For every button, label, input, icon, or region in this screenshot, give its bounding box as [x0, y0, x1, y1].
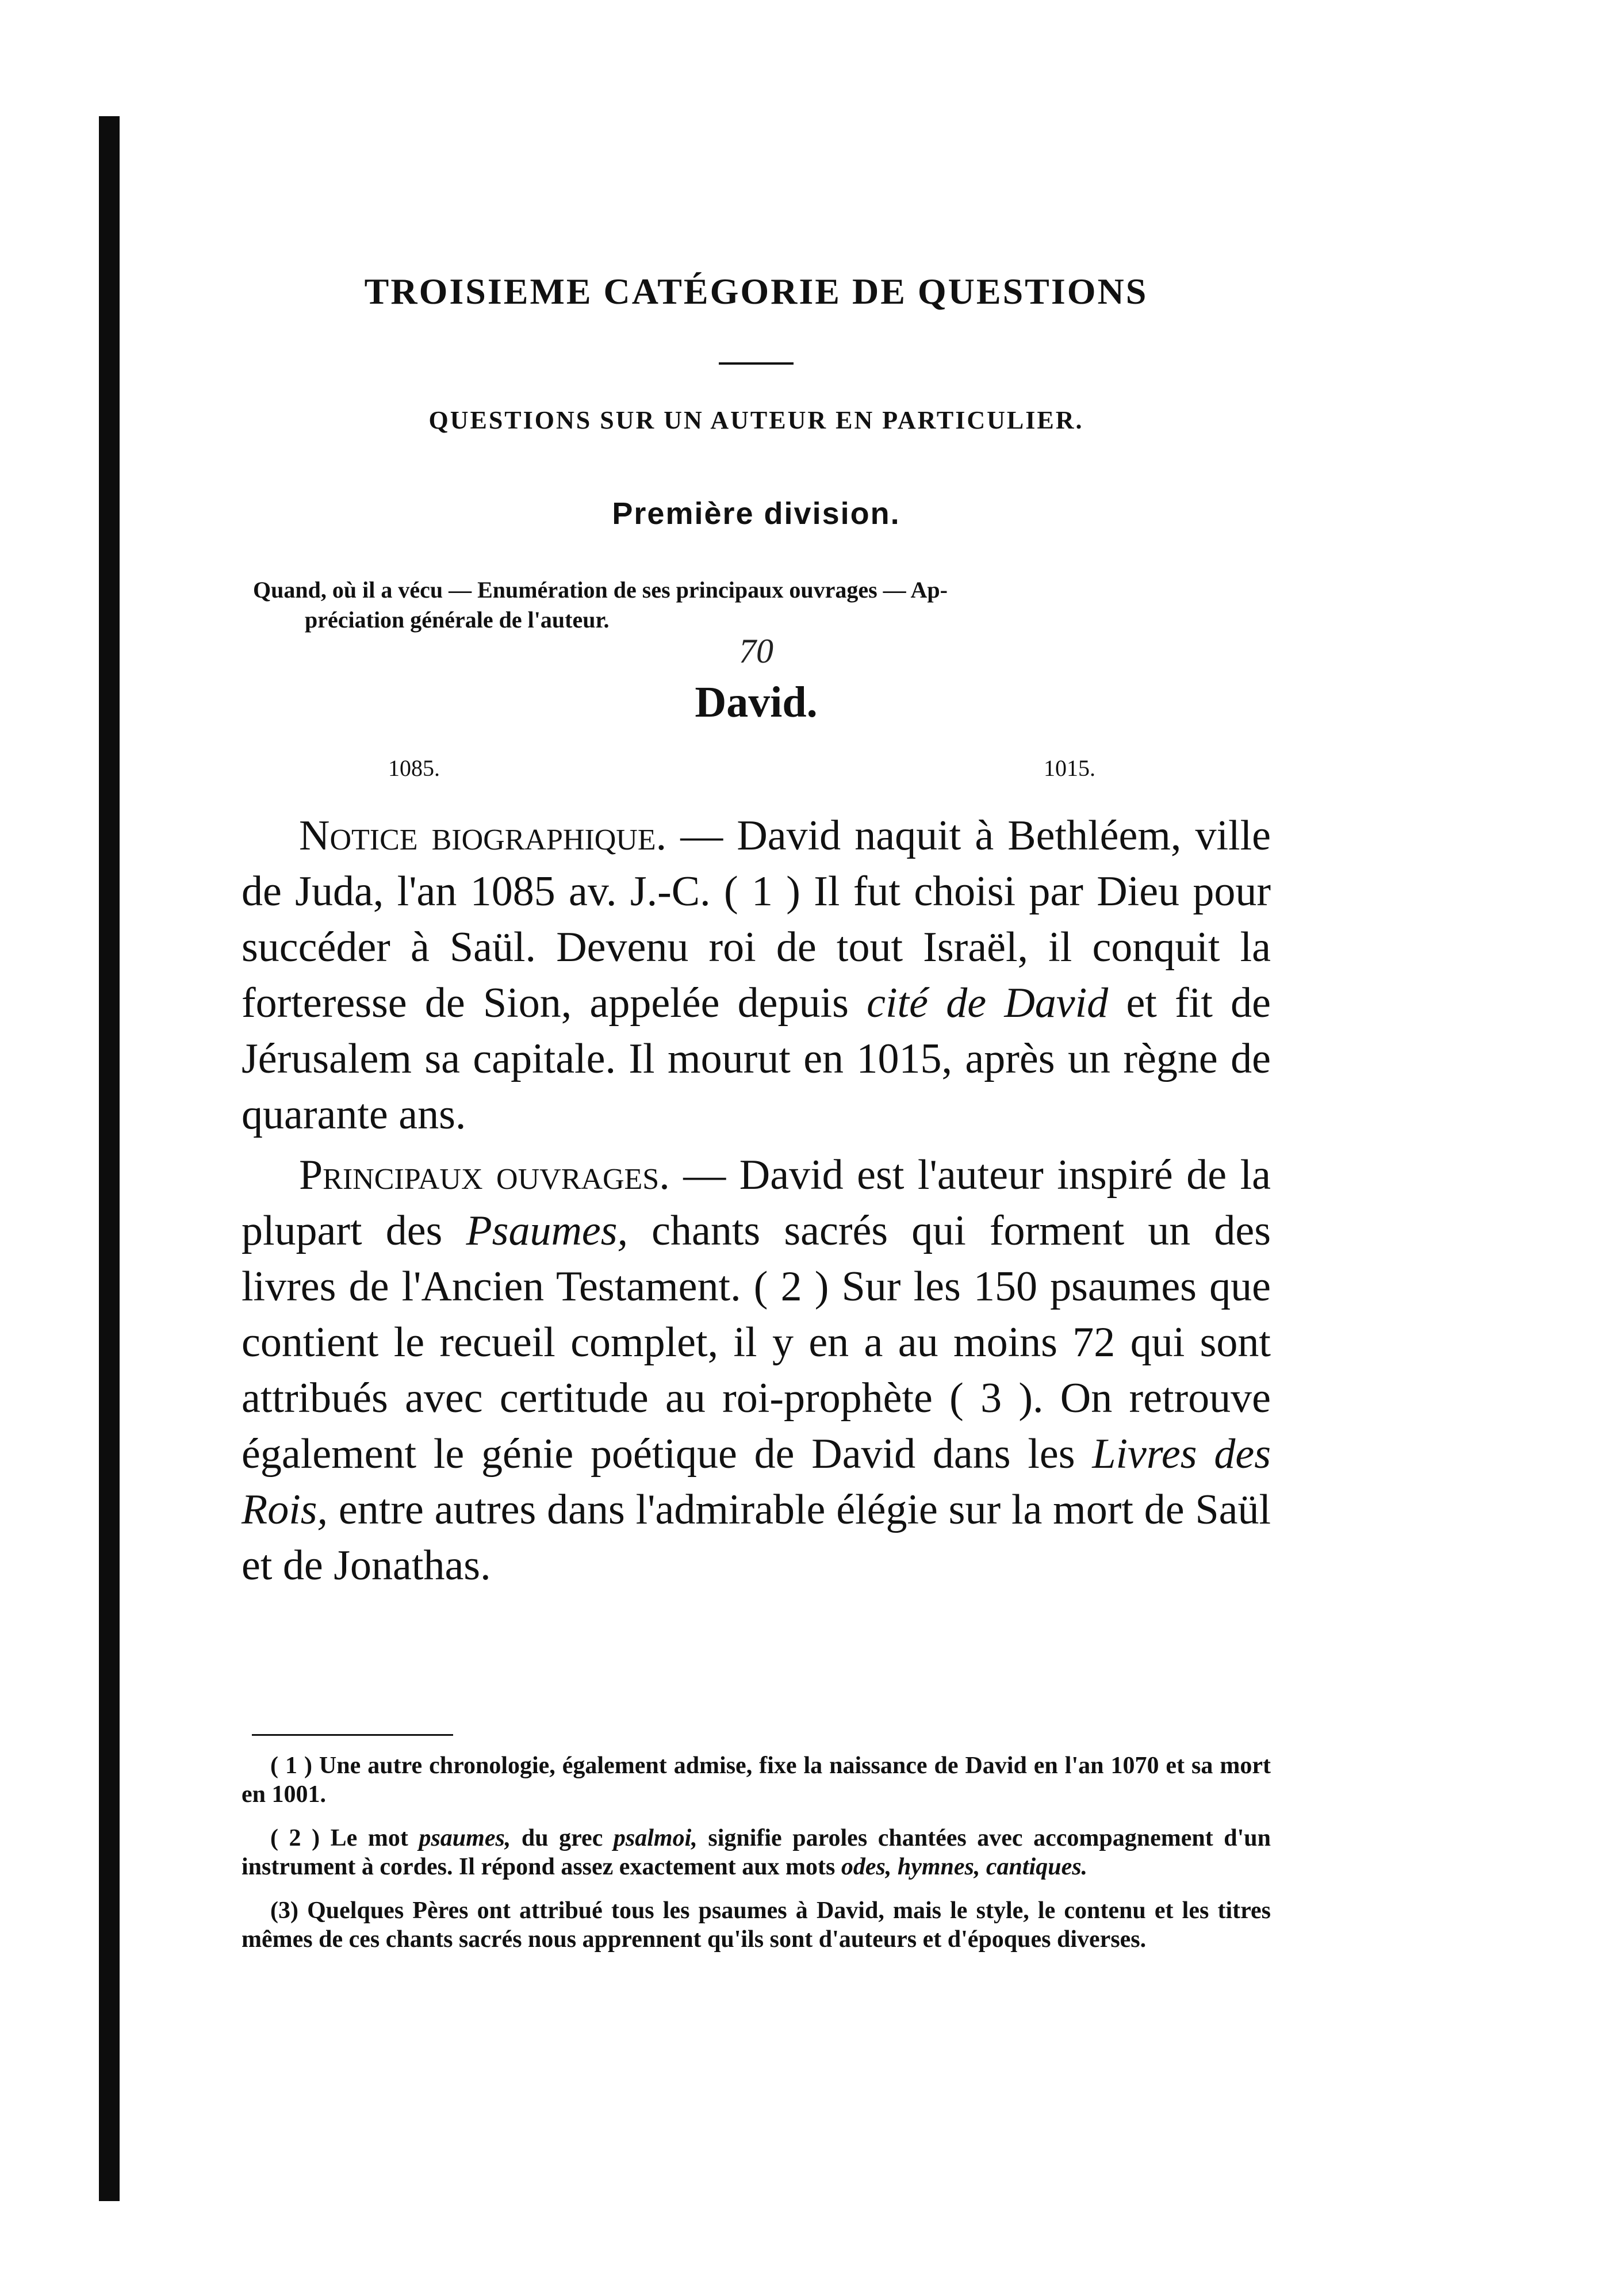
title-divider [719, 362, 794, 365]
works-italic-1: Psaumes, [466, 1207, 629, 1254]
principal-works-paragraph [242, 1147, 1271, 1594]
footnote-ref-2: ( 2 ) [753, 1263, 829, 1310]
notice-text-3: et fit de Jérusalem sa capitale. Il mourut en 1015, après un règne de quarante ans. [242, 979, 1271, 1138]
scan-binding-edge [99, 116, 120, 2201]
footnote-2-text-c: signifie paroles chantées avec accompagnement d'un instrument à cordes. Il répond assez exactement aux mots [242, 1825, 1271, 1880]
section-subtitle: QUESTIONS SUR UN AUTEUR EN PARTICULIER. [428, 406, 1084, 434]
biographical-notice-paragraph [242, 808, 1271, 1143]
footnote-divider [252, 1734, 453, 1736]
death-year: 1015. [1044, 755, 1095, 781]
footnote-ref-3: ( 3 ). [949, 1375, 1044, 1422]
document-page [242, 0, 1271, 2296]
works-text-1: — David est l'auteur inspiré de la plupart des [242, 1151, 1271, 1254]
chapter-summary [253, 575, 1265, 635]
birth-year: 1085. [388, 755, 440, 781]
works-italic-2: Livres des Rois, [242, 1430, 1271, 1533]
works-text-3: Sur les 150 psaumes que contient le recueil complet, il y en a au moins 72 qui sont attribués avec certitude au roi-prophète [242, 1263, 1271, 1422]
works-text-4: On retrouve également le génie poétique de David dans les [242, 1375, 1271, 1478]
handwritten-annotation: 70 [739, 632, 773, 670]
division-heading: Première division. [612, 496, 900, 531]
footnote-ref-1: ( 1 ) [724, 868, 800, 915]
footnote-1: ( 1 ) Une autre chronologie, également admise, fixe la naissance de David en l'an 1070 et sa mort en 1001. [242, 1752, 1271, 1808]
footnote-2-text-a: ( 2 ) Le mot [270, 1825, 408, 1851]
works-text-5: entre autres dans l'admirable élégie sur la mort de Saül et de Jonathas. [242, 1486, 1271, 1589]
footnotes [242, 1751, 1271, 1969]
notice-italic: cité de David [867, 979, 1109, 1027]
notice-label: Notice biographique. [299, 812, 667, 859]
summary-line-1: Quand, où il a vécu — Enumération de ses principaux ouvrages — Ap- [253, 577, 948, 603]
body-text [242, 808, 1271, 1598]
footnote-2-italic-2: psalmoi, [613, 1825, 698, 1851]
works-label: Principaux ouvrages. [299, 1151, 670, 1199]
category-title: TROISIEME CATÉGORIE DE QUESTIONS [364, 271, 1148, 312]
author-name: David. [695, 678, 818, 726]
footnote-3: (3) Quelques Pères ont attribué tous les psaumes à David, mais le style, le contenu et les titres mêmes de ces chants sacrés nous apprennent qu'ils sont d'auteurs et d'époques diverses. [242, 1897, 1271, 1953]
notice-text-1: — David naquit à Bethléem, ville de Juda, l'an 1085 av. J.-C. [242, 812, 1271, 915]
works-text-2: chants sacrés qui forment un des livres de l'Ancien Testament. [242, 1207, 1271, 1310]
notice-text-2: Il fut choisi par Dieu pour succéder à Saül. Devenu roi de tout Israël, il conquit la forteresse de Sion, appelée depuis [242, 868, 1271, 1027]
footnote-2-italic-3: odes, hymnes, cantiques. [841, 1854, 1088, 1880]
footnote-2-text-b: du grec [521, 1825, 603, 1851]
summary-line-2: préciation générale de l'auteur. [305, 607, 610, 633]
footnote-2 [242, 1824, 1271, 1881]
footnote-2-italic-1: psaumes, [419, 1825, 511, 1851]
